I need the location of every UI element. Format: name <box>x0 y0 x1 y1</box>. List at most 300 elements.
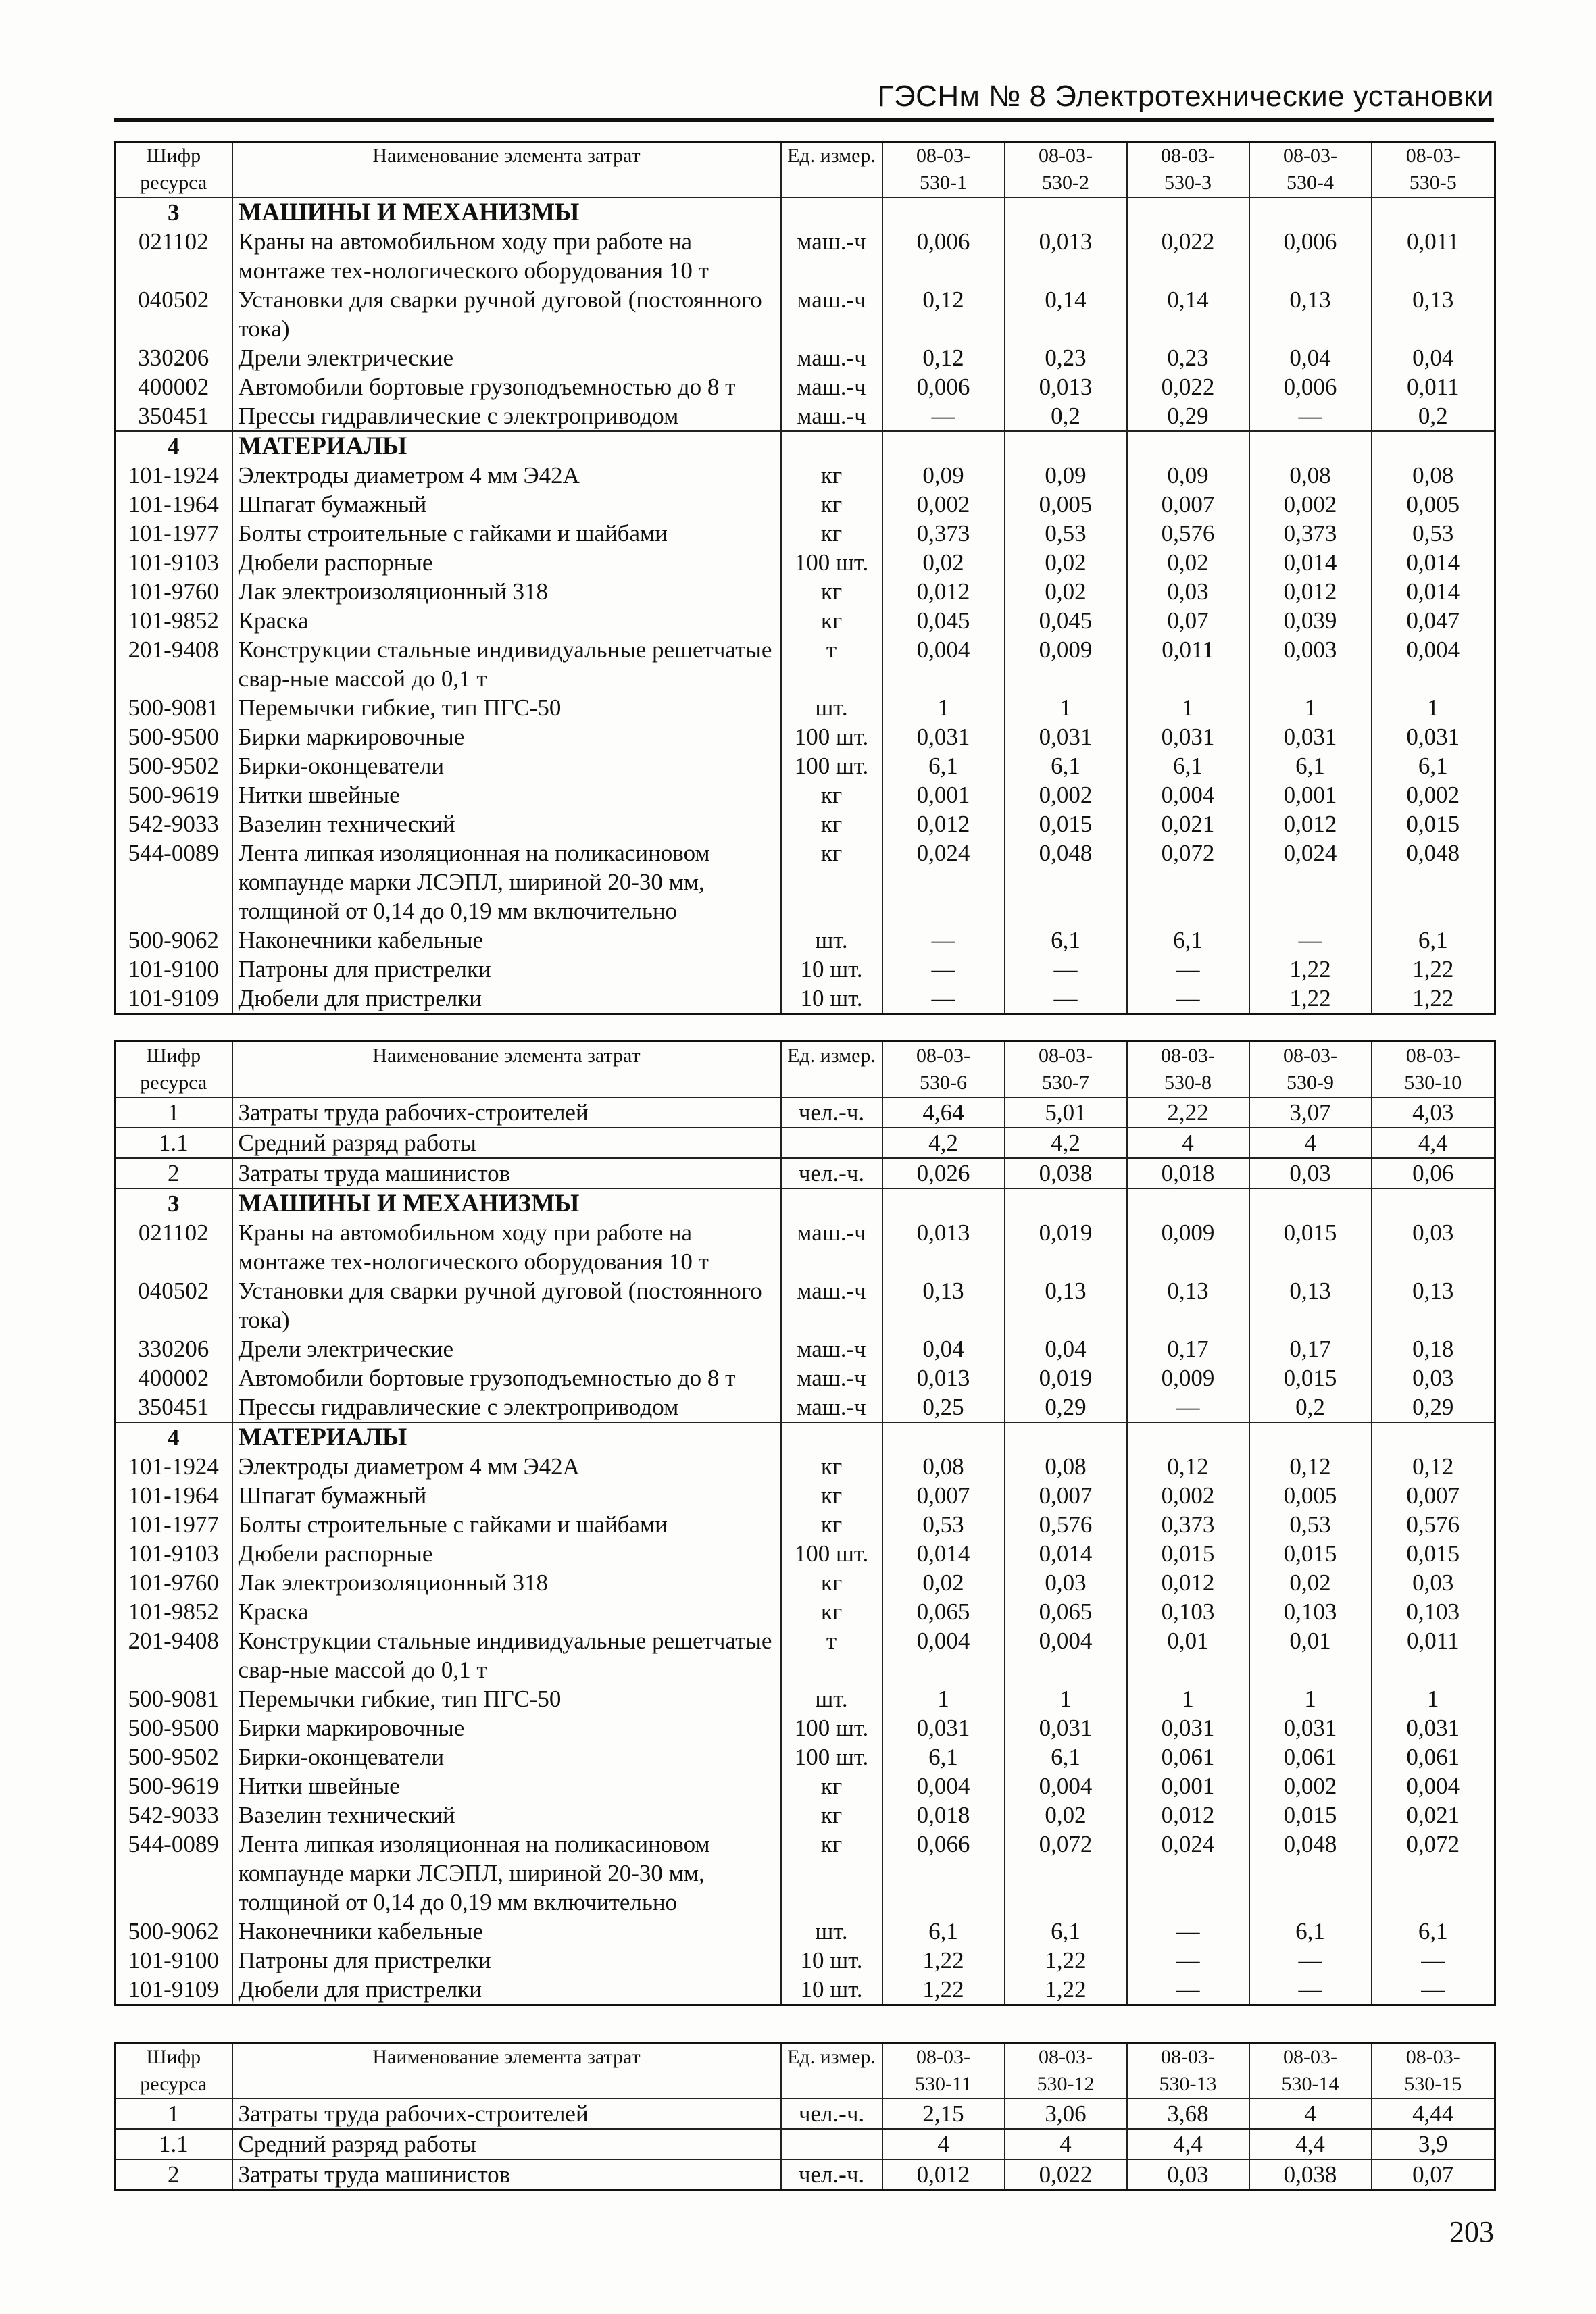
norm-value: 0,08 <box>1372 461 1495 490</box>
norm-value: 6,1 <box>1005 1742 1127 1771</box>
unit-of-measure: 100 шт. <box>781 1539 882 1568</box>
unit-of-measure: 10 шт. <box>781 984 882 1014</box>
norm-value: 0,009 <box>1127 1363 1249 1392</box>
norm-value <box>1127 1188 1249 1218</box>
norm-value: 0,004 <box>1005 1771 1127 1801</box>
unit-of-measure: кг <box>781 1481 882 1510</box>
cost-element-name: Дюбели для пристрелки <box>232 984 781 1014</box>
cost-element-name: МАШИНЫ И МЕХАНИЗМЫ <box>232 1188 781 1218</box>
norm-value: 0,13 <box>1249 285 1372 343</box>
norm-value: 1 <box>1127 1684 1249 1713</box>
resource-code: 101-9100 <box>115 1946 232 1975</box>
column-header-norm <box>1127 142 1249 198</box>
norm-value: 6,1 <box>1249 1917 1372 1946</box>
cost-table-1 <box>114 141 1496 1015</box>
unit-of-measure: чел.-ч. <box>781 2098 882 2129</box>
resource-code: 101-9852 <box>115 1597 232 1626</box>
table-row <box>115 693 1495 722</box>
norm-value: 0,004 <box>1127 780 1249 809</box>
norm-value: 0,003 <box>1249 635 1372 693</box>
table-row <box>115 1975 1495 2005</box>
norm-value: 0,007 <box>1127 490 1249 519</box>
resource-code: 3 <box>115 197 232 227</box>
norm-value: 0,048 <box>1249 1830 1372 1917</box>
norm-value: 0,031 <box>1127 722 1249 751</box>
section-row <box>115 1188 1495 1218</box>
table-row <box>115 1334 1495 1363</box>
resource-code: 350451 <box>115 1392 232 1422</box>
column-header-norm <box>882 2043 1005 2099</box>
cost-element-name: Бирки маркировочные <box>232 722 781 751</box>
table-row <box>115 1626 1495 1684</box>
norm-code-prefix: 08-03- <box>1283 2046 1337 2068</box>
norm-code-suffix: 530-4 <box>1287 172 1334 194</box>
norm-value: 0,03 <box>1249 1158 1372 1188</box>
column-header-norm <box>1372 142 1495 198</box>
resource-code: 2 <box>115 1158 232 1188</box>
resource-code: 101-9760 <box>115 577 232 606</box>
table-row <box>115 780 1495 809</box>
table-row <box>115 1684 1495 1713</box>
cost-element-name: Бирки маркировочные <box>232 1713 781 1742</box>
resource-code: 500-9619 <box>115 1771 232 1801</box>
norm-value: 0,045 <box>882 606 1005 635</box>
norm-value: 4,4 <box>1127 2129 1249 2159</box>
norm-value: 1,22 <box>882 1975 1005 2005</box>
resource-code: 101-9109 <box>115 1975 232 2005</box>
norm-value: 0,031 <box>1249 722 1372 751</box>
norm-value: 0,012 <box>882 809 1005 838</box>
norm-value: 0,009 <box>1005 635 1127 693</box>
cost-element-name: Наконечники кабельные <box>232 1917 781 1946</box>
norm-value: 0,014 <box>1005 1539 1127 1568</box>
norm-value: 1 <box>1005 693 1127 722</box>
norm-value: 0,011 <box>1372 227 1495 285</box>
norm-value: 0,015 <box>1127 1539 1249 1568</box>
norm-value: 0,024 <box>882 838 1005 926</box>
cost-element-name: Прессы гидравлические с электроприводом <box>232 401 781 431</box>
norm-value: 0,004 <box>882 1626 1005 1684</box>
norm-value: 0,373 <box>882 519 1005 548</box>
section-row <box>115 197 1495 227</box>
norm-value: 6,1 <box>1372 751 1495 780</box>
cost-element-name: Лак электроизоляционный 318 <box>232 1568 781 1597</box>
cost-element-name: Автомобили бортовые грузоподъемностью до 8 т <box>232 372 781 401</box>
norm-value: 0,02 <box>1127 548 1249 577</box>
norm-value <box>882 197 1005 227</box>
cost-element-name: Перемычки гибкие, тип ПГС-50 <box>232 1684 781 1713</box>
cost-element-name: Патроны для пристрелки <box>232 955 781 984</box>
norm-value: 0,004 <box>1005 1626 1127 1684</box>
norm-value: 0,25 <box>882 1392 1005 1422</box>
norm-code-suffix: 530-1 <box>920 172 967 194</box>
table-row <box>115 1452 1495 1481</box>
norm-value: — <box>882 984 1005 1014</box>
norm-value: 0,072 <box>1005 1830 1127 1917</box>
cost-element-name: Затраты труда машинистов <box>232 1158 781 1188</box>
resource-code: 3 <box>115 1188 232 1218</box>
unit-of-measure: маш.-ч <box>781 1363 882 1392</box>
norm-value: 0,013 <box>882 1363 1005 1392</box>
column-header-code-line1: Шифр <box>146 1045 201 1067</box>
norm-value <box>1372 1188 1495 1218</box>
unit-of-measure: кг <box>781 1510 882 1539</box>
norm-value: 2,22 <box>1127 1097 1249 1128</box>
table-row <box>115 1568 1495 1597</box>
norm-value: 6,1 <box>1005 1917 1127 1946</box>
resource-code: 544-0089 <box>115 838 232 926</box>
resource-code: 101-9852 <box>115 606 232 635</box>
resource-code: 040502 <box>115 1276 232 1334</box>
cost-element-name: Перемычки гибкие, тип ПГС-50 <box>232 693 781 722</box>
norm-value: 6,1 <box>1005 751 1127 780</box>
norm-value <box>1127 431 1249 461</box>
norm-value: 0,015 <box>1005 809 1127 838</box>
norm-value <box>1005 431 1127 461</box>
unit-of-measure: шт. <box>781 693 882 722</box>
cost-element-name: Лента липкая изоляционная на поликасиновом компаунде марки ЛСЭПЛ, шириной 20-30 мм, толщиной от 0,14 до 0,19 мм включительно <box>232 1830 781 1917</box>
norm-value: 0,065 <box>882 1597 1005 1626</box>
norm-value: 0,066 <box>882 1830 1005 1917</box>
norm-value: 0,012 <box>1249 809 1372 838</box>
norm-value: 0,103 <box>1372 1597 1495 1626</box>
norm-value: 6,1 <box>882 751 1005 780</box>
unit-of-measure: шт. <box>781 926 882 955</box>
unit-of-measure: маш.-ч <box>781 1334 882 1363</box>
norm-value: 0,29 <box>1372 1392 1495 1422</box>
unit-of-measure: маш.-ч <box>781 1392 882 1422</box>
cost-element-name: Дрели электрические <box>232 343 781 372</box>
cost-element-name: Установки для сварки ручной дуговой (постоянного тока) <box>232 285 781 343</box>
norm-code-prefix: 08-03- <box>1161 1045 1215 1067</box>
resource-code: 542-9033 <box>115 1801 232 1830</box>
norm-value: 3,07 <box>1249 1097 1372 1128</box>
resource-code: 1.1 <box>115 1128 232 1158</box>
table-row <box>115 984 1495 1014</box>
norm-value: 1,22 <box>1005 1946 1127 1975</box>
unit-of-measure: маш.-ч <box>781 372 882 401</box>
norm-value: 1,22 <box>1005 1975 1127 2005</box>
norm-value: 0,048 <box>1372 838 1495 926</box>
cost-element-name: Дрели электрические <box>232 1334 781 1363</box>
norm-value: 0,02 <box>1249 1568 1372 1597</box>
unit-of-measure: маш.-ч <box>781 285 882 343</box>
norm-value: 0,13 <box>1372 285 1495 343</box>
norm-value: 0,07 <box>1372 2159 1495 2190</box>
table-row <box>115 926 1495 955</box>
cost-element-name: Установки для сварки ручной дуговой (постоянного тока) <box>232 1276 781 1334</box>
norm-value: 1 <box>1249 693 1372 722</box>
norm-value: 0,072 <box>1372 1830 1495 1917</box>
table-row <box>115 2098 1495 2129</box>
norm-code-prefix: 08-03- <box>1283 145 1337 167</box>
norm-value: 0,02 <box>1005 577 1127 606</box>
table-header-row <box>115 1042 1495 1098</box>
norm-value <box>1005 1422 1127 1452</box>
norm-value <box>1249 1188 1372 1218</box>
norm-value: 0,004 <box>882 1771 1005 1801</box>
unit-of-measure: кг <box>781 490 882 519</box>
table-row <box>115 1946 1495 1975</box>
norm-value: 0,012 <box>882 2159 1005 2190</box>
table-row <box>115 2129 1495 2159</box>
table-row <box>115 1510 1495 1539</box>
resource-code: 500-9062 <box>115 1917 232 1946</box>
unit-of-measure: маш.-ч <box>781 343 882 372</box>
column-header-code <box>115 2043 232 2099</box>
norm-value: 6,1 <box>1249 751 1372 780</box>
norm-value: 0,012 <box>1127 1568 1249 1597</box>
norm-value: 0,03 <box>1372 1568 1495 1597</box>
norm-value: 0,09 <box>1005 461 1127 490</box>
table-row <box>115 838 1495 926</box>
norm-value: 0,006 <box>1249 372 1372 401</box>
norm-value: 0,011 <box>1372 372 1495 401</box>
cost-element-name: Патроны для пристрелки <box>232 1946 781 1975</box>
norm-value: 0,12 <box>1249 1452 1372 1481</box>
norm-value: 4 <box>1005 2129 1127 2159</box>
unit-of-measure: кг <box>781 809 882 838</box>
resource-code: 101-1977 <box>115 519 232 548</box>
norm-value: 0,048 <box>1005 838 1127 926</box>
norm-value: — <box>1372 1946 1495 1975</box>
norm-value: 1 <box>1249 1684 1372 1713</box>
cost-element-name: Шпагат бумажный <box>232 1481 781 1510</box>
unit-of-measure: кг <box>781 780 882 809</box>
unit-of-measure: маш.-ч <box>781 227 882 285</box>
norm-value: 0,23 <box>1005 343 1127 372</box>
resource-code: 500-9502 <box>115 1742 232 1771</box>
norm-value: 0,12 <box>1372 1452 1495 1481</box>
cost-element-name: Краны на автомобильном ходу при работе на монтаже тех-нологического оборудования 10 т <box>232 227 781 285</box>
cost-element-name: Электроды диаметром 4 мм Э42А <box>232 461 781 490</box>
unit-of-measure: кг <box>781 577 882 606</box>
norm-code-suffix: 530-12 <box>1037 2073 1095 2095</box>
unit-of-measure: кг <box>781 1771 882 1801</box>
norm-value <box>1127 1422 1249 1452</box>
table-row <box>115 1597 1495 1626</box>
resource-code: 500-9619 <box>115 780 232 809</box>
cost-element-name: Электроды диаметром 4 мм Э42А <box>232 1452 781 1481</box>
norm-value: 0,08 <box>1249 461 1372 490</box>
resource-code: 2 <box>115 2159 232 2190</box>
norm-value: 6,1 <box>1127 926 1249 955</box>
column-header-norm <box>1005 142 1127 198</box>
table-row <box>115 1481 1495 1510</box>
unit-of-measure <box>781 2129 882 2159</box>
norm-value: 0,024 <box>1127 1830 1249 1917</box>
column-header-code <box>115 1042 232 1098</box>
norm-value: 0,061 <box>1127 1742 1249 1771</box>
norm-value: 3,68 <box>1127 2098 1249 2129</box>
norm-value: — <box>882 401 1005 431</box>
column-header-norm <box>882 142 1005 198</box>
column-header-code-line1: Шифр <box>146 2046 201 2068</box>
norm-value: 0,53 <box>1005 519 1127 548</box>
norm-value: 0,03 <box>1127 2159 1249 2190</box>
norm-value: 0,002 <box>1249 490 1372 519</box>
resource-code: 500-9081 <box>115 693 232 722</box>
norm-value: 1,22 <box>1372 984 1495 1014</box>
norm-value: 0,09 <box>1127 461 1249 490</box>
cost-element-name: Краска <box>232 1597 781 1626</box>
norm-value: 1 <box>882 693 1005 722</box>
table-row <box>115 285 1495 343</box>
norm-value: 0,01 <box>1249 1626 1372 1684</box>
resource-code: 330206 <box>115 343 232 372</box>
norm-value: 0,04 <box>1372 343 1495 372</box>
norm-value: 0,07 <box>1127 606 1249 635</box>
norm-value: 0,12 <box>882 343 1005 372</box>
norm-value: 0,012 <box>1249 577 1372 606</box>
norm-value: 0,047 <box>1372 606 1495 635</box>
table-header-row <box>115 142 1495 198</box>
cost-element-name: Затраты труда рабочих-строителей <box>232 2098 781 2129</box>
norm-value <box>1249 431 1372 461</box>
norm-value: 0,013 <box>1005 372 1127 401</box>
cost-element-name: Бирки-оконцеватели <box>232 751 781 780</box>
norm-value: 0,373 <box>1127 1510 1249 1539</box>
resource-code: 101-9760 <box>115 1568 232 1597</box>
norm-value: 0,015 <box>1249 1363 1372 1392</box>
unit-of-measure: маш.-ч <box>781 1218 882 1276</box>
column-header-code-line2: ресурса <box>140 172 207 194</box>
table-row <box>115 1771 1495 1801</box>
running-header: ГЭСНм № 8 Электротехнические установки <box>877 80 1494 113</box>
resource-code: 500-9062 <box>115 926 232 955</box>
cost-element-name: Краска <box>232 606 781 635</box>
unit-of-measure: маш.-ч <box>781 1276 882 1334</box>
unit-of-measure: кг <box>781 1801 882 1830</box>
table-row <box>115 1276 1495 1334</box>
resource-code: 040502 <box>115 285 232 343</box>
norm-value: 0,019 <box>1005 1218 1127 1276</box>
column-header-norm <box>1127 2043 1249 2099</box>
norm-value: 0,031 <box>1372 1713 1495 1742</box>
section-row <box>115 1422 1495 1452</box>
column-header-unit: Ед. измер. <box>781 1042 882 1098</box>
norm-value: 0,18 <box>1372 1334 1495 1363</box>
unit-of-measure: кг <box>781 1597 882 1626</box>
resource-code: 400002 <box>115 1363 232 1392</box>
norm-value: 0,019 <box>1005 1363 1127 1392</box>
norm-value: 0,03 <box>1127 577 1249 606</box>
norm-value: 0,022 <box>1127 372 1249 401</box>
column-header-norm <box>1005 1042 1127 1098</box>
norm-value: 0,13 <box>882 1276 1005 1334</box>
unit-of-measure: 100 шт. <box>781 1742 882 1771</box>
norm-value: 6,1 <box>1372 926 1495 955</box>
cost-element-name: Шпагат бумажный <box>232 490 781 519</box>
norm-value: 0,373 <box>1249 519 1372 548</box>
norm-value: 0,022 <box>1127 227 1249 285</box>
norm-value: 0,024 <box>1249 838 1372 926</box>
cost-element-name: Автомобили бортовые грузоподъемностью до 8 т <box>232 1363 781 1392</box>
norm-value: 0,04 <box>882 1334 1005 1363</box>
norm-code-suffix: 530-14 <box>1281 2073 1339 2095</box>
norm-code-suffix: 530-5 <box>1409 172 1457 194</box>
norm-value: 0,005 <box>1372 490 1495 519</box>
norm-code-suffix: 530-13 <box>1159 2073 1217 2095</box>
norm-value <box>1127 197 1249 227</box>
table-row <box>115 1363 1495 1392</box>
cost-element-name: Затраты труда рабочих-строителей <box>232 1097 781 1128</box>
norm-value: 0,2 <box>1005 401 1127 431</box>
norm-code-prefix: 08-03- <box>1405 2046 1460 2068</box>
norm-code-suffix: 530-9 <box>1287 1072 1334 1094</box>
norm-value: 0,004 <box>1372 635 1495 693</box>
norm-value: — <box>882 926 1005 955</box>
resource-code: 400002 <box>115 372 232 401</box>
norm-value: 0,015 <box>1249 1539 1372 1568</box>
resource-code: 500-9081 <box>115 1684 232 1713</box>
norm-code-suffix: 530-2 <box>1042 172 1089 194</box>
resource-code: 101-1924 <box>115 1452 232 1481</box>
norm-value: 2,15 <box>882 2098 1005 2129</box>
norm-value: 3,06 <box>1005 2098 1127 2129</box>
norm-value: 0,576 <box>1372 1510 1495 1539</box>
table-row <box>115 1801 1495 1830</box>
norm-value: 0,031 <box>1005 1713 1127 1742</box>
norm-value: 0,17 <box>1249 1334 1372 1363</box>
norm-value: 0,03 <box>1372 1363 1495 1392</box>
norm-value: 0,013 <box>1005 227 1127 285</box>
unit-of-measure: кг <box>781 461 882 490</box>
norm-code-suffix: 530-3 <box>1164 172 1212 194</box>
cost-element-name: Дюбели распорные <box>232 1539 781 1568</box>
norm-value: 0,012 <box>882 577 1005 606</box>
cost-element-name: Затраты труда машинистов <box>232 2159 781 2190</box>
resource-code: 101-1924 <box>115 461 232 490</box>
norm-value: 0,007 <box>882 1481 1005 1510</box>
norm-value: 0,006 <box>1249 227 1372 285</box>
norm-value: — <box>1249 926 1372 955</box>
norm-value: 0,009 <box>1127 1218 1249 1276</box>
norm-code-prefix: 08-03- <box>916 145 970 167</box>
norm-code-prefix: 08-03- <box>916 1045 970 1067</box>
norm-value: 0,53 <box>882 1510 1005 1539</box>
table-row <box>115 1742 1495 1771</box>
resource-code: 201-9408 <box>115 635 232 693</box>
unit-of-measure: кг <box>781 838 882 926</box>
norm-value: 0,13 <box>1005 1276 1127 1334</box>
norm-value: 0,018 <box>1127 1158 1249 1188</box>
norm-value: 0,014 <box>1372 577 1495 606</box>
norm-value: 0,03 <box>1005 1568 1127 1597</box>
norm-value: 0,006 <box>882 372 1005 401</box>
norm-value: 6,1 <box>1127 751 1249 780</box>
norm-value: 4,4 <box>1372 1128 1495 1158</box>
norm-value: 0,03 <box>1372 1218 1495 1276</box>
cost-element-name: Лента липкая изоляционная на поликасиновом компаунде марки ЛСЭПЛ, шириной 20-30 мм, толщиной от 0,14 до 0,19 мм включительно <box>232 838 781 926</box>
norm-code-suffix: 530-6 <box>920 1072 967 1094</box>
norm-value: 0,014 <box>1249 548 1372 577</box>
table-row <box>115 635 1495 693</box>
norm-value <box>1005 1188 1127 1218</box>
norm-value: 0,011 <box>1372 1626 1495 1684</box>
norm-code-prefix: 08-03- <box>1039 1045 1093 1067</box>
cost-element-name: Вазелин технический <box>232 1801 781 1830</box>
unit-of-measure: 100 шт. <box>781 751 882 780</box>
norm-value: 0,12 <box>1127 1452 1249 1481</box>
norm-value: 0,014 <box>1372 548 1495 577</box>
norm-code-suffix: 530-11 <box>915 2073 972 2095</box>
resource-code: 350451 <box>115 401 232 431</box>
table-row <box>115 401 1495 431</box>
table-row <box>115 1713 1495 1742</box>
unit-of-measure: шт. <box>781 1917 882 1946</box>
cost-element-name: Болты строительные с гайками и шайбами <box>232 1510 781 1539</box>
